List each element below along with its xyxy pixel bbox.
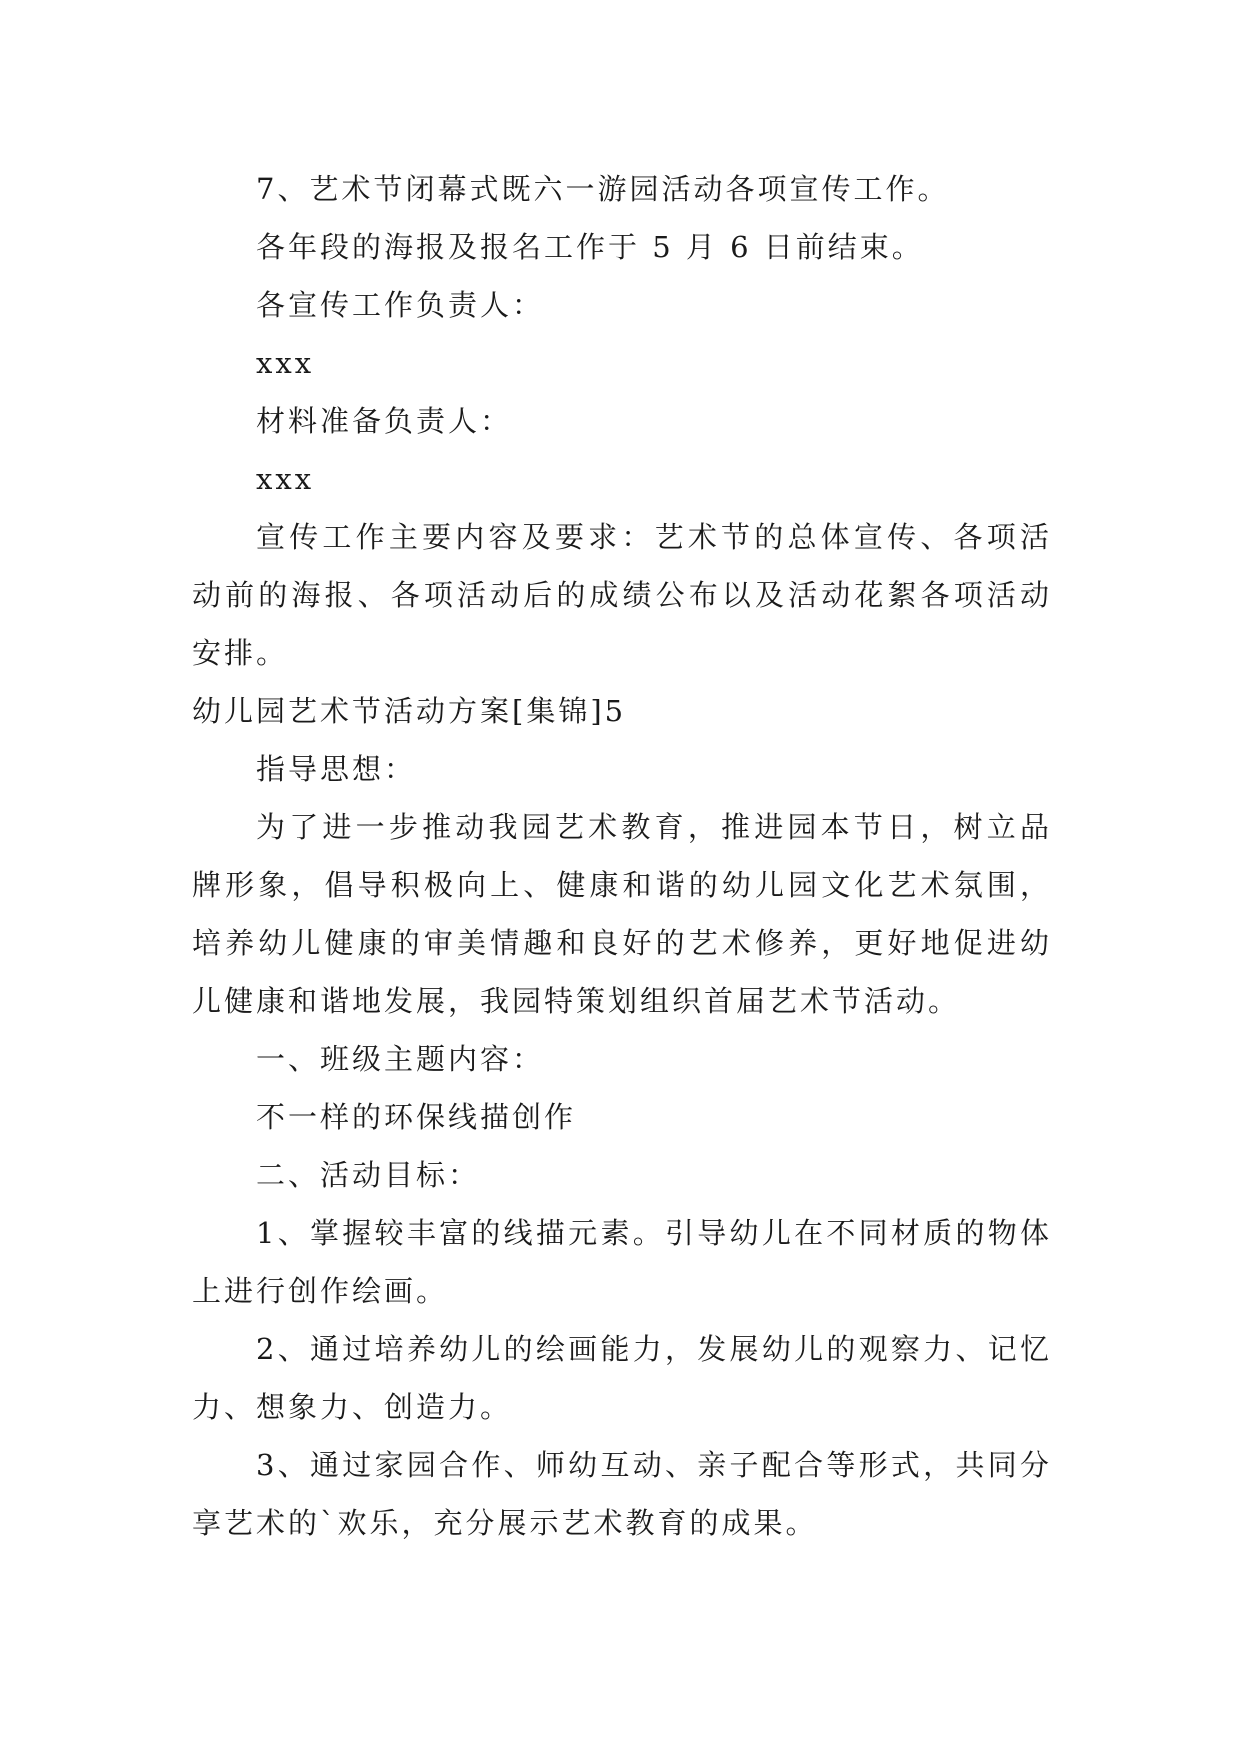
paragraph-publicity-lead-name: xxx [256,346,315,380]
paragraph-publicity-requirements: 宣传工作主要内容及要求：艺术节的总体宣传、各项活动前的海报、各项活动后的成绩公布以及活动花絮各项活动安排。 [192,520,1052,670]
paragraph-publicity-item-7: 7、艺术节闭幕式既六一游园活动各项宣传工作。 [256,172,950,206]
paragraph-materials-lead-label: 材料准备负责人： [256,404,513,438]
paragraph-guiding-label: 指导思想： [256,752,417,786]
paragraph-goals-label: 二、活动目标： [256,1158,481,1192]
paragraph-guiding-thought: 为了进一步推动我园艺术教育，推进园本节日，树立品牌形象，倡导积极向上、健康和谐的幼儿园文化艺术氛围，培养幼儿健康的审美情趣和良好的艺术修养，更好地促进幼儿健康和谐地发展，我园特策划组织首届艺术节活动。 [192,810,1052,1018]
paragraph-poster-deadline: 各年段的海报及报名工作于 5 月 6 日前结束。 [256,230,924,264]
paragraph-goal-1: 1、掌握较丰富的线描元素。引导幼儿在不同材质的物体上进行创作绘画。 [192,1216,1052,1308]
paragraph-materials-lead-name: xxx [256,462,315,496]
section-title: 幼儿园艺术节活动方案[集锦]5 [192,694,627,728]
paragraph-class-theme: 不一样的环保线描创作 [256,1100,577,1134]
document-body [192,160,1052,1552]
paragraph-goal-3: 3、通过家园合作、师幼互动、亲子配合等形式，共同分享艺术的`欢乐，充分展示艺术教育的成果。 [192,1448,1052,1540]
paragraph-publicity-lead-label: 各宣传工作负责人： [256,288,545,322]
paragraph-goal-2: 2、通过培养幼儿的绘画能力，发展幼儿的观察力、记忆力、想象力、创造力。 [192,1332,1052,1424]
paragraph-class-theme-label: 一、班级主题内容： [256,1042,545,1076]
